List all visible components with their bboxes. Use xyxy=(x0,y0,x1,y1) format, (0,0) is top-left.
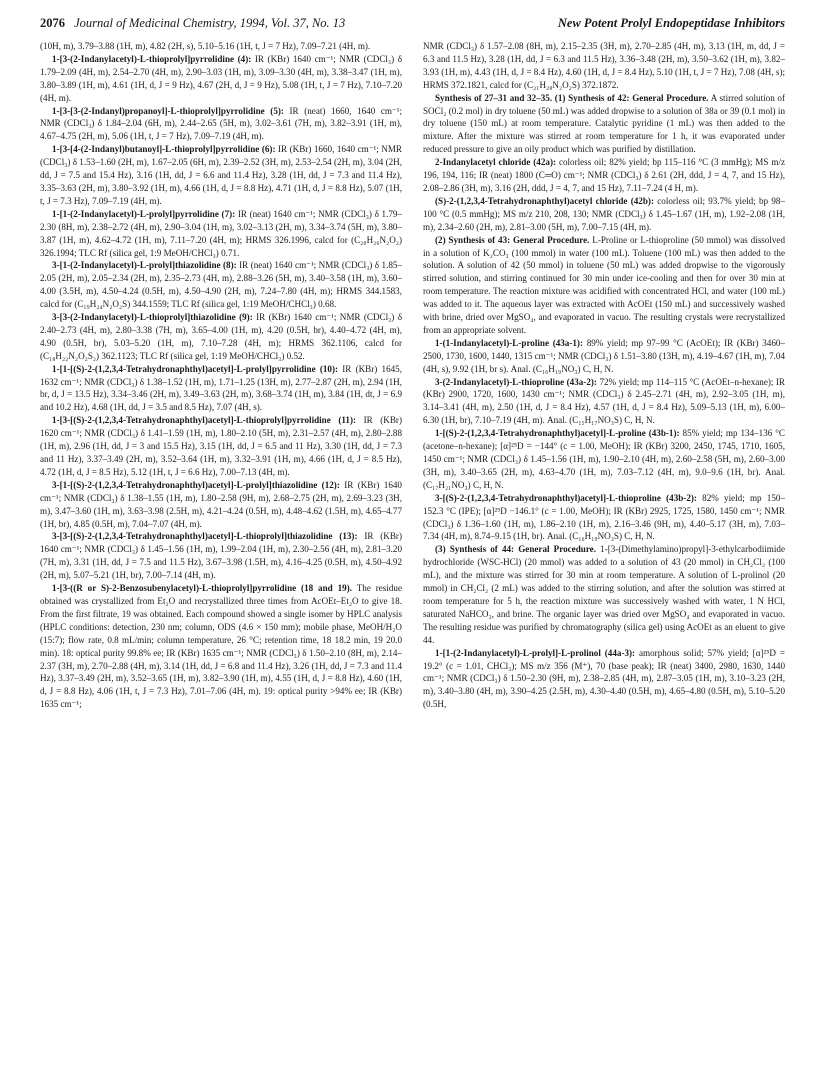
compound-paragraph xyxy=(40,530,402,582)
compound-heading: 3-(2-Indanylacetyl)-L-thioproline (43a-2): xyxy=(435,376,597,387)
compound-data-text: IR (KBr) 1640 cm⁻¹; NMR (CDCl₃) δ 1.79–2.09 (4H, m), 2.54–2.70 (4H, m), 2.90–3.03 (1H, m), 3.09–3.30 (4H, m), 3.38–3.47 (1H, m), 3.80–3.89 (1H, m), 4.61 (1H, d, J = 9 Hz), 4.67 (2H, d, J = 9 Hz), 5.08 (1H, t, J = 7 Hz), 7.10–7.20 (4H, m). xyxy=(40,53,402,103)
compound-paragraph xyxy=(40,363,402,415)
compound-heading: 1-[(S)-2-(1,2,3,4-Tetrahydronaphthyl)acetyl]-L-proline (43b-1): xyxy=(435,428,680,439)
compound-paragraph xyxy=(40,208,402,260)
compound-data-text: 89% yield; mp 97–99 °C (AcOEt); IR (KBr) 3460–2500, 1730, 1600, 1440, 1315 cm⁻¹; NMR (CDCl₃) δ 1.51–3.80 (13H, m), 4.19–4.67 (1H, m), 7.04 (4H, s), 9.92 (1H, br s). Anal. (C₁₆H₁₉NO₃) C, H, N. xyxy=(423,337,785,374)
compound-heading: 1-[1-(2-Indanylacetyl)-L-prolyl]pyrrolidine (7): xyxy=(52,208,236,219)
compound-data-text: 85% yield; mp 134–136 °C (acetone–n-hexane); [α]²⁵D = −144° (c = 1.00, MeOH); IR (KBr) 3200, 2450, 1745, 1710, 1605, 1450 cm⁻¹; NMR (CDCl₃) δ 1.45–1.56 (1H, m), 1.90–2.10 (4H, m), 2.60–2.58 (5H, m), 2.60–3.00 (3H, m), 3.40–3.65 (2H, m), 4.63–4.70 (1H, m), 7.03–7.12 (4H, m), 9.0–9.6 (1H, br). Anal. (C₁₇H₂₁NO₃) C, H, N. xyxy=(423,428,785,490)
compound-data-text: (10H, m), 3.79–3.88 (1H, m), 4.82 (2H, s), 5.10–5.16 (1H, t, J = 7 Hz), 7.09–7.21 (4H, m). xyxy=(40,41,371,51)
compound-paragraph xyxy=(423,234,785,337)
compound-paragraph xyxy=(423,92,785,157)
compound-heading: 3-[1-(2-Indanylacetyl)-L-prolyl]thiazolidine (8): xyxy=(52,260,237,271)
compound-paragraph xyxy=(40,311,402,363)
compound-heading: (2) Synthesis of 43: General Procedure. xyxy=(435,234,590,245)
compound-heading: 1-[3-((R or S)-2-Benzosubenylacetyl)-L-thioprolyl]pyrrolidine (18 and 19). xyxy=(52,583,352,594)
compound-data-text: 72% yield; mp 114–115 °C (AcOEt–n-hexane); IR (KBr) 2900, 1720, 1600, 1430 cm⁻¹; NMR (CDCl₃) δ 2.45–2.71 (4H, m), 2.92–3.05 (1H, m), 3.14–3.41 (4H, m), 2.50 (1H, d, J = 8.4 Hz), 4.57 (1H, d, J = 8.4 Hz), 5.09–5.13 (1H, m), 6.00–6.30 (1H, br), 7.10–7.19 (4H, m). Anal. (C₁₅H₁₇NO₃S) C, H, N. xyxy=(423,376,785,426)
compound-paragraph xyxy=(423,156,785,195)
compound-paragraph xyxy=(40,53,402,105)
compound-data-text: amorphous solid; 57% yield; [α]²⁵D = 19.2° (c = 1.01, CHCl₃); MS m/z 356 (M⁺), 70 (base peak); IR (neat) 3400, 2980, 1630, 1440 cm⁻¹; NMR (CDCl₃) δ 1.50–2.30 (9H, m), 2.38–2.85 (4H, m), 2.87–3.05 (1H, m), 3.10–3.23 (2H, m), 3.40–3.80 (4H, m), 3.90–4.25 (2.5H, m), 4.30–4.40 (0.5H, m), 4.65–4.80 (0.5H, m), 5.10–5.20 (0.5H, xyxy=(423,647,785,710)
compound-paragraph xyxy=(423,492,785,544)
compound-heading: 1-[3-(2-Indanylacetyl)-L-thioprolyl]pyrrolidine (4): xyxy=(52,53,252,64)
compound-paragraph xyxy=(423,647,785,712)
compound-heading: 1-[1-[(S)-2-(1,2,3,4-Tetrahydronaphthyl)acetyl]-L-prolyl]pyrrolidine (10): xyxy=(52,363,339,374)
compound-paragraph xyxy=(40,582,402,711)
compound-data-text: 82% yield; mp 150–152.3 °C (IPE); [α]²⁵D −146.1° (c = 1.00, MeOH); IR (KBr) 2925, 1725, 1580, 1450 cm⁻¹; NMR (CDCl₃) δ 1.36–1.60 (1H, m), 1.86–2.10 (1H, m), 2.16–3.46 (9H, m), 4.40–5.17 (3H, m), 7.03–7.34 (4H, m), 8.74–9.15 (1H, br). Anal. (C₁₆H₁₉NO₃S) C, H, N. xyxy=(423,492,785,542)
compound-heading: 1-[1-(2-Indanylacetyl)-L-prolyl]-L-prolinol (44a-3): xyxy=(435,647,636,658)
running-header xyxy=(40,16,785,34)
compound-paragraph xyxy=(40,143,402,208)
compound-heading: 1-(1-Indanylacetyl)-L-proline (43a-1): xyxy=(435,337,583,348)
right-text-column xyxy=(423,40,785,1054)
compound-data-text: IR (KBr) 1645, 1632 cm⁻¹; NMR (CDCl₃) δ 1.38–1.52 (1H, m), 1.71–1.25 (13H, m), 2.77–2.87 (2H, m), 2.94 (1H, br, d, J = 13.5 Hz), 3.34–3.46 (2H, m), 3.49–3.63 (2H, m), 3.68–3.74 (1H, m), 3.84 (1H, dt, J = 6.9 and 10.2 Hz), 4.68 (1H, dd, J = 3.5 and 8.5 Hz), 7.07 (4H, s). xyxy=(40,363,402,413)
compound-data-text: 1-[3-(Dimethylamino)propyl]-3-ethylcarbodiimide hydrochloride (WSC-HCl) (20 mmol) was added to a solution of 43 (20 mmol) in CH₂Cl₂ (100 mL), and the mixture was stirred for 30 min at room temperature. A solution of L-prolinol (20 mmol) in CH₂Cl₂ (2 mL) was added to the stirring solution, and after the solution was stirred at room temperature for 5 h, the reaction mixture was successively washed with water, 1 N HCl, saturated NaHCO₃, and brine. The organic layer was dried over MgSO₄ and evaporated in vacuo. The resulting residue was purified by chromatography (silica gel) using AcOEt as an eluent to give 44. xyxy=(423,544,785,645)
left-text-column xyxy=(40,40,402,1054)
compound-data-text: IR (KBr) 1640 cm⁻¹; NMR (CDCl₃) δ 2.40–2.73 (4H, m), 2.80–3.38 (7H, m), 3.65–4.00 (1H, m), 4.20 (0.5H, br), 4.40–4.72 (4H, m), 4.90 (0.5H, br), 5.03–5.20 (1H, m), 7.10–7.28 (4H, m); HRMS 362.1106, calcd for (C₁₈H₂₂N₂O₂S₂) 362.1123; TLC Rf (silica gel, 1:19 MeOH/CHCl₃) 0.52. xyxy=(40,312,402,361)
compound-paragraph xyxy=(423,195,785,234)
compound-heading: 3-[3-(2-Indanylacetyl)-L-thioprolyl]thiazolidine (9): xyxy=(52,312,253,323)
compound-data-text: IR (neat) 1640 cm⁻¹; NMR (CDCl₃) δ 1.85–2.05 (2H, m), 2.05–2.34 (2H, m), 2.35–2.73 (4H, m), 2.88–3.26 (5H, m), 3.40–3.58 (1H, m), 3.60–4.00 (3.5H, m), 4.50–4.24 (0.5H, m), 4.50–4.90 (2H, m), 7.24–7.80 (4H, m); HRMS 344.1583, calcd for (C₁₉H₂₄N₂O₂S) 344.1559; TLC Rf (silica gel, 1:19 MeOH/CHCl₃) 0.68. xyxy=(40,260,402,310)
compound-heading: 1-[3-[(S)-2-(1,2,3,4-Tetrahydronaphthyl)acetyl]-L-thioprolyl]pyrrolidine (11): xyxy=(52,415,357,426)
compound-heading: 2-Indanylacetyl chloride (42a): xyxy=(435,157,557,168)
compound-data-text: IR (KBr) 1640 cm⁻¹; NMR (CDCl₃) δ 1.45–1.56 (1H, m), 1.99–2.04 (1H, m), 2.30–2.56 (4H, m), 2.81–3.20 (7H, m), 3.31 (1H, dd, J = 7.5 and 11.5 Hz), 3.67–3.98 (1.5H, m), 4.16–4.25 (0.5H, m), 4.50–4.92 (2H, m), 5.07–5.21 (1H, br), 7.00–7.14 (4H, m). xyxy=(40,531,402,581)
journal-citation: Journal of Medicinal Chemistry, 1994, Vol. 37, No. 13 xyxy=(74,16,346,30)
compound-data-text: IR (neat) 1640 cm⁻¹; NMR (CDCl₃) δ 1.79–2.30 (8H, m), 2.38–2.72 (4H, m), 2.90–3.04 (1H, m), 3.02–3.13 (2H, m), 3.34–3.74 (5H, m), 3.80–3.87 (1H, m), 4.62–4.72 (1H, m), 7.11–7.20 (4H, m); HRMS 326.1996, calcd for (C₂₀H₂₆N₂O₂) 326.1994; TLC Rf (silica gel, 1:9 MeOH/CHCl₃) 0.71. xyxy=(40,208,402,258)
compound-heading: (S)-2-(1,2,3,4-Tetrahydronaphthyl)acetyl chloride (42b): xyxy=(435,195,654,206)
compound-data-text: IR (neat) 1660, 1640 cm⁻¹; NMR (CDCl₃) δ 1.84–2.04 (6H, m), 2.44–2.65 (5H, m), 3.02–3.61 (7H, m), 3.82–3.91 (1H, m), 4.67–4.75 (2H, m), 5.06 (1H, t, J = 7 Hz), 7.09–7.19 (4H, m). xyxy=(40,105,402,142)
compound-heading: 3-[3-[(S)-2-(1,2,3,4-Tetrahydronaphthyl)acetyl]-L-thioprolyl]thiazolidine (13): xyxy=(52,531,358,542)
compound-paragraph xyxy=(423,543,785,646)
compound-data-text: IR (KBr) 1640 cm⁻¹; NMR (CDCl₃) δ 1.38–1.55 (1H, m), 1.80–2.58 (9H, m), 2.68–2.75 (2H, m), 2.69–3.23 (3H, m), 3.47–3.60 (1H, m), 3.63–3.98 (2.5H, m), 4.21–4.24 (0.5H, m), 4.48–4.62 (1.5H, m), 4.65–4.77 (1H, br), 4.85 (0.5H, m), 7.04–7.07 (4H, m). xyxy=(40,479,402,529)
compound-heading: Synthesis of 27–31 and 32–35. (1) Synthesis of 42: General Procedure. xyxy=(435,92,709,103)
compound-paragraph xyxy=(40,414,402,479)
compound-paragraph xyxy=(423,337,785,376)
compound-data-text: The residue obtained was crystallized from Et₂O and recrystallized three times from AcOEt–Et₂O to give 18. From the first filtrate, 19 was obtained. Each compound showed a single isomer by HPLC analysis (HPLC conditions: detection, 230 nm; column, ODS (4.6 × 150 mm); mobile phase, MeOH/H₂O (15:7); flow rate, 0.8 mL/min; column temperature, 26 °C; retention time, 18 18.2 min, 19 20.0 min). 18: optical purity 99.8% ee; IR (KBr) 1635 cm⁻¹; NMR (CDCl₃) δ 1.50–2.10 (8H, m), 2.14–2.37 (3H, m), 2.70–2.88 (4H, m), 3.14 (1H, dd, J = 6.8 and 11.4 Hz), 3.26 (1H, dd, J = 7.3 and 11.4 Hz), 3.37–3.49 (2H, m), 3.52–3.65 (1H, m), 3.82–3.90 (1H, m), 4.55 (1H, d, J = 8.8 Hz), 4.60 (1H, d, J = 8.8 Hz), 4.06 (1H, t, J = 7.3 Hz), 7.01–7.06 (4H, m). 19: optical purity >94% ee; IR (KBr) 1635 cm⁻¹; xyxy=(40,583,402,710)
page-number: 2076 xyxy=(40,16,65,30)
compound-heading: (3) Synthesis of 44: General Procedure. xyxy=(435,544,596,555)
running-title: New Potent Prolyl Endopeptidase Inhibitors xyxy=(557,16,785,30)
compound-heading: 1-[3-[3-(2-Indanyl)propanoyl]-L-thioprolyl]pyrrolidine (5): xyxy=(52,105,284,116)
compound-heading: 1-[3-[4-(2-Indanyl)butanoyl]-L-thioprolyl]pyrrolidine (6): xyxy=(52,144,276,155)
compound-paragraph xyxy=(423,40,785,92)
compound-heading: 3-[1-[(S)-2-(1,2,3,4-Tetrahydronaphthyl)acetyl]-L-prolyl]thiazolidine (12): xyxy=(52,479,340,490)
compound-data-text: IR (KBr) 1620 cm⁻¹; NMR (CDCl₃) δ 1.41–1.59 (1H, m), 1.80–2.10 (5H, m), 2.31–2.57 (4H, m), 2.80–2.88 (1H, m), 2.96 (1H, dd, J = 3 and 15.5 Hz), 3.15 (1H, dd, J = 6.5 and 11 Hz), 3.30 (1H, dd, J = 7.3 and 11 Hz), 3.37–3.49 (2H, m), 3.52–3.64 (1H, m), 3.32–3.91 (1H, m), 4.66 (1H, d, J = 8.5 Hz), 4.72 (1H, d, J = 8.5 Hz), 5.12 (1H, t, J = 6.6 Hz), 7.00–7.13 (4H, m). xyxy=(40,415,402,477)
compound-paragraph xyxy=(40,259,402,311)
compound-data-text: L-Proline or L-thioproline (50 mmol) was dissolved in a solution of K₂CO₃ (100 mmol) in water (100 mL). Toluene (100 mL) was then added to the solution. A solution of 42 (50 mmol) in toluene (50 mL) was added dropwise to the vigorously stirred solution, and stirring continued for 30 min under ice-cooling and then for over 30 min at room temperature. The reaction mixture was acidified with concentrated HCl, and water (100 mL) was added to it. The aqueous layer was extracted with AcOEt (150 mL) and successively washed with brine, dried over MgSO₄, and evaporated in vacuo. The resulting crystals were recrystallized from an appropriate solvent. xyxy=(423,234,785,335)
compound-heading: 3-[(S)-2-(1,2,3,4-Tetrahydronaphthyl)acetyl]-L-thioproline (43b-2): xyxy=(435,492,697,503)
compound-paragraph xyxy=(40,479,402,531)
compound-paragraph xyxy=(423,376,785,428)
compound-data-text: NMR (CDCl₃) δ 1.57–2.08 (8H, m), 2.15–2.35 (3H, m), 2.70–2.85 (4H, m), 3.13 (1H, m, dd, J = 6.3 and 11.5 Hz), 3.28 (1H, dd, J = 6.3 and 11.5 Hz), 3.36–3.48 (2H, m), 3.50–3.62 (1H, m), 3.82–3.93 (1H, m), 4.43 (1H, d, J = 8.4 Hz), 4.60 (1H, d, J = 8.4 Hz), 5.10 (1H, t, J = 7 Hz), 7.08 (4H, s); HRMS 372.1821, calcd for (C₂₁H₂₈N₂O₂S) 372.1872. xyxy=(423,41,785,90)
compound-data-text: colorless oil; 82% yield; bp 115–116 °C (3 mmHg); MS m/z 196, 194, 116; IR (neat) 1800 (C═O) cm⁻¹; NMR (CDCl₃) δ 2.61 (2H, ddd, J = 4, 7, and 15 Hz), 2.08–2.86 (3H, m), 3.16 (2H, ddd, J = 4, 7, and 15 Hz), 7.11–7.24 (4 H, m). xyxy=(423,157,785,193)
compound-paragraph xyxy=(40,105,402,144)
compound-paragraph xyxy=(423,427,785,492)
compound-data-text: colorless oil; 93.7% yield; bp 98–100 °C (0.5 mmHg); MS m/z 210, 208, 130; NMR (CDCl₃) δ 1.45–1.67 (1H, m), 1.92–2.08 (1H, m), 2.34–2.60 (2H, m), 2.81–3.00 (5H, m), 7.00–7.15 (4H, m). xyxy=(423,195,785,232)
compound-data-text: A stirred solution of SOCl₂ (0.2 mol) in dry toluene (50 mL) was added dropwise to a solution of 38a or 39 (0.1 mol) in dry toluene (150 mL) at room temperature. Catalytic pyridine (1 mL) was then added to the mixture. After the mixture was stirred at room temperature for 1 h, it was evaporated under reduced pressure to give an oily product which was purified by distillation. xyxy=(423,92,785,155)
compound-data-text: IR (KBr) 1660, 1640 cm⁻¹; NMR (CDCl₃) δ 1.53–1.60 (2H, m), 1.67–2.05 (6H, m), 2.39–2.52 (3H, m), 2.53–2.54 (2H, m), 3.04 (2H, dd, J = 7.5 and 15.4 Hz), 3.16 (1H, dd, J = 6.6 and 11.4 Hz), 3.28 (1H, dd, J = 7.3 and 11.4 Hz), 3.35–3.63 (2H, m), 3.80–3.92 (1H, m), 4.66 (1H, d, J = 8.8 Hz), 4.71 (1H, d, J = 8.8 Hz), 5.07 (1H, t, J = 7.3 Hz), 7.09–7.19 (4H, m). xyxy=(40,144,402,206)
compound-paragraph xyxy=(40,40,402,53)
